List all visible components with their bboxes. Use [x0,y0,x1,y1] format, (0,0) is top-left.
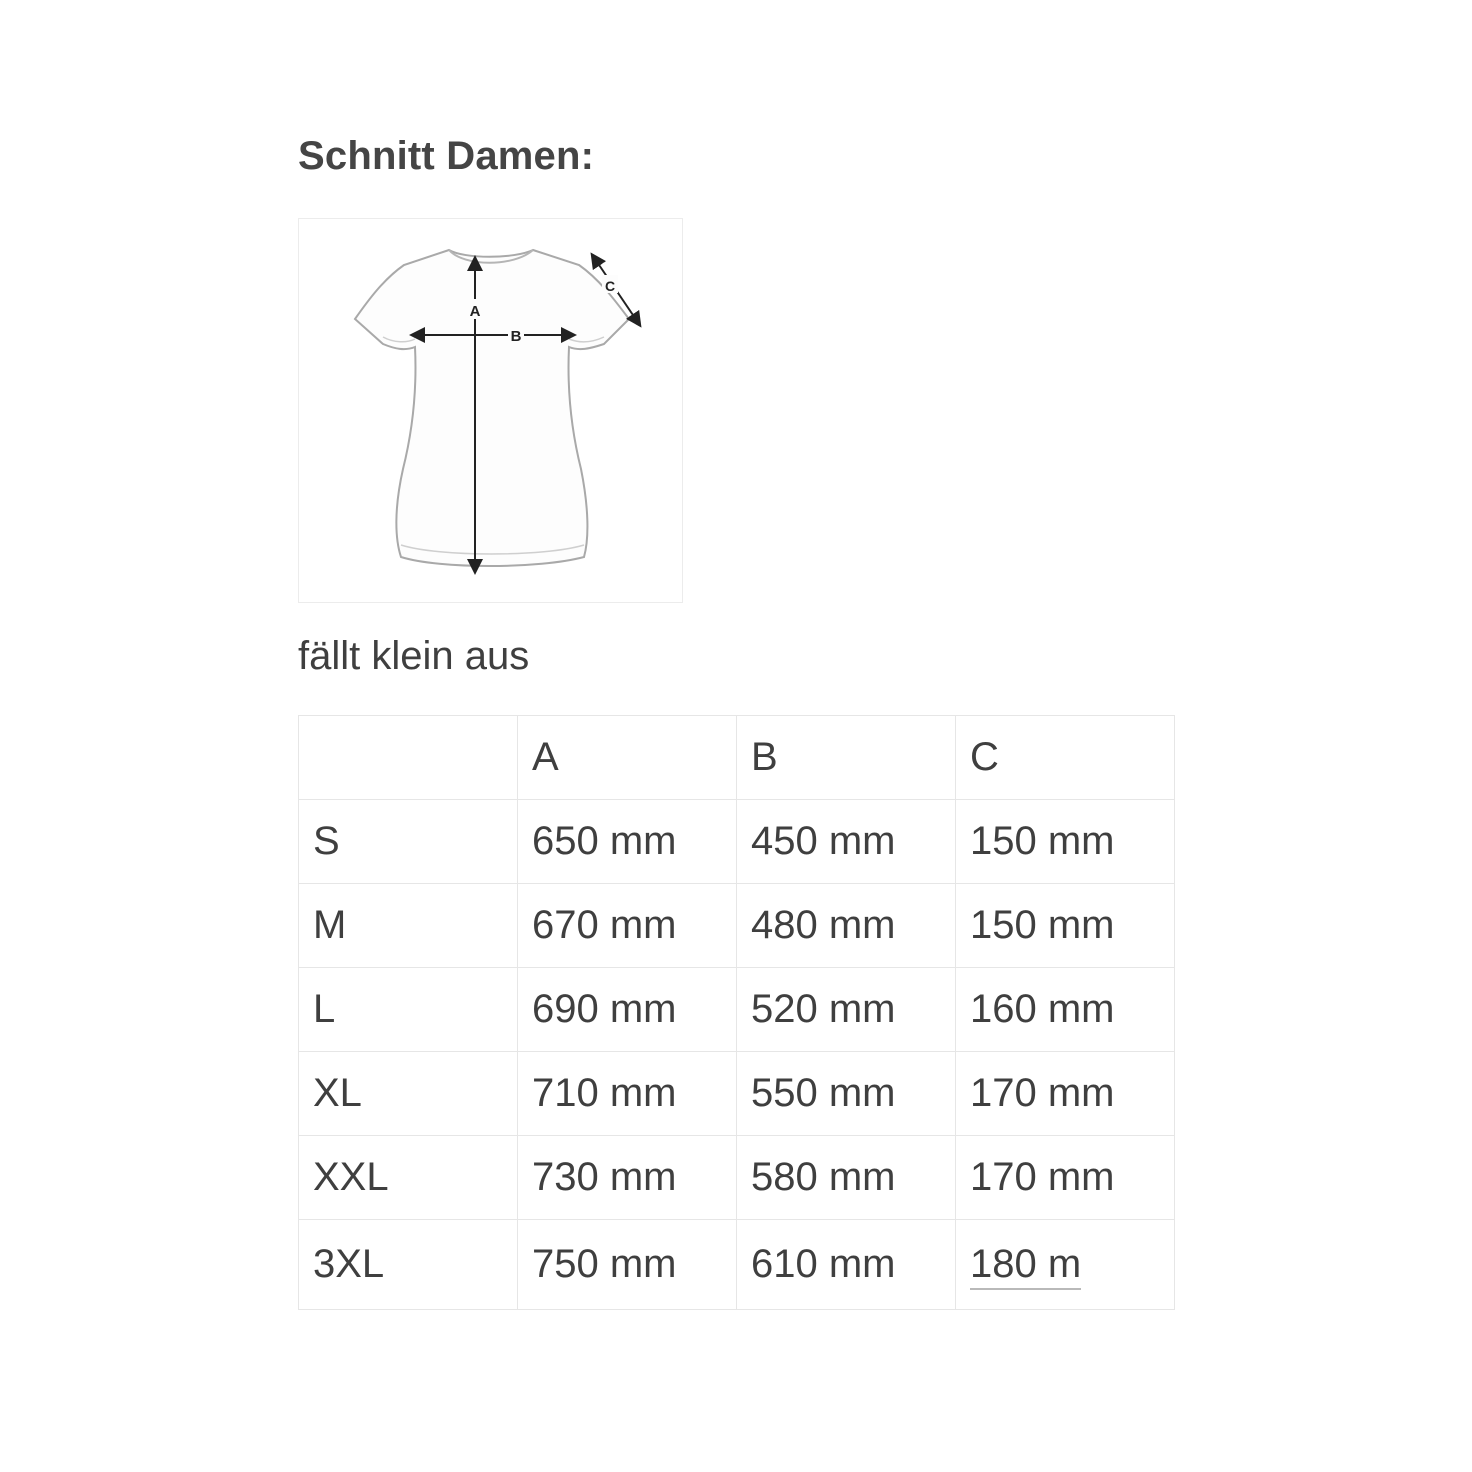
size-table [298,715,1175,1310]
value-cell: 690 mm [518,968,737,1052]
table-row [299,968,1175,1052]
value-cell: 650 mm [518,800,737,884]
tshirt-outline-icon [299,219,682,602]
size-cell: XL [299,1052,518,1136]
value-cell: 480 mm [737,884,956,968]
value-cell: 550 mm [737,1052,956,1136]
value-cell: 580 mm [737,1136,956,1220]
table-row [299,1136,1175,1220]
size-cell: 3XL [299,1220,518,1310]
label-a: A [469,303,481,320]
table-row [299,884,1175,968]
editable-value-text[interactable]: 180 m [970,1242,1081,1290]
header-cell: A [518,716,737,800]
value-cell: 750 mm [518,1220,737,1310]
value-cell: 450 mm [737,800,956,884]
size-cell: XXL [299,1136,518,1220]
tshirt-measurement-diagram [298,218,683,603]
value-cell: 670 mm [518,884,737,968]
size-cell: M [299,884,518,968]
header-cell [299,716,518,800]
table-row [299,1220,1175,1310]
value-cell: 730 mm [518,1136,737,1220]
size-cell: L [299,968,518,1052]
value-cell: 170 mm [956,1136,1175,1220]
value-cell: 170 mm [956,1052,1175,1136]
label-c: C [604,278,616,294]
value-cell: 610 mm [737,1220,956,1310]
header-cell: C [956,716,1175,800]
label-b: B [510,328,522,345]
value-cell: 710 mm [518,1052,737,1136]
size-cell: S [299,800,518,884]
value-cell: 520 mm [737,968,956,1052]
table-row [299,800,1175,884]
table-row [299,1052,1175,1136]
value-cell: 160 mm [956,968,1175,1052]
value-cell: 150 mm [956,884,1175,968]
fit-note: fällt klein aus [298,634,530,678]
value-cell: 150 mm [956,800,1175,884]
header-cell: B [737,716,956,800]
value-cell[interactable] [956,1220,1175,1310]
section-heading: Schnitt Damen: [298,134,595,178]
table-header-row [299,716,1175,800]
